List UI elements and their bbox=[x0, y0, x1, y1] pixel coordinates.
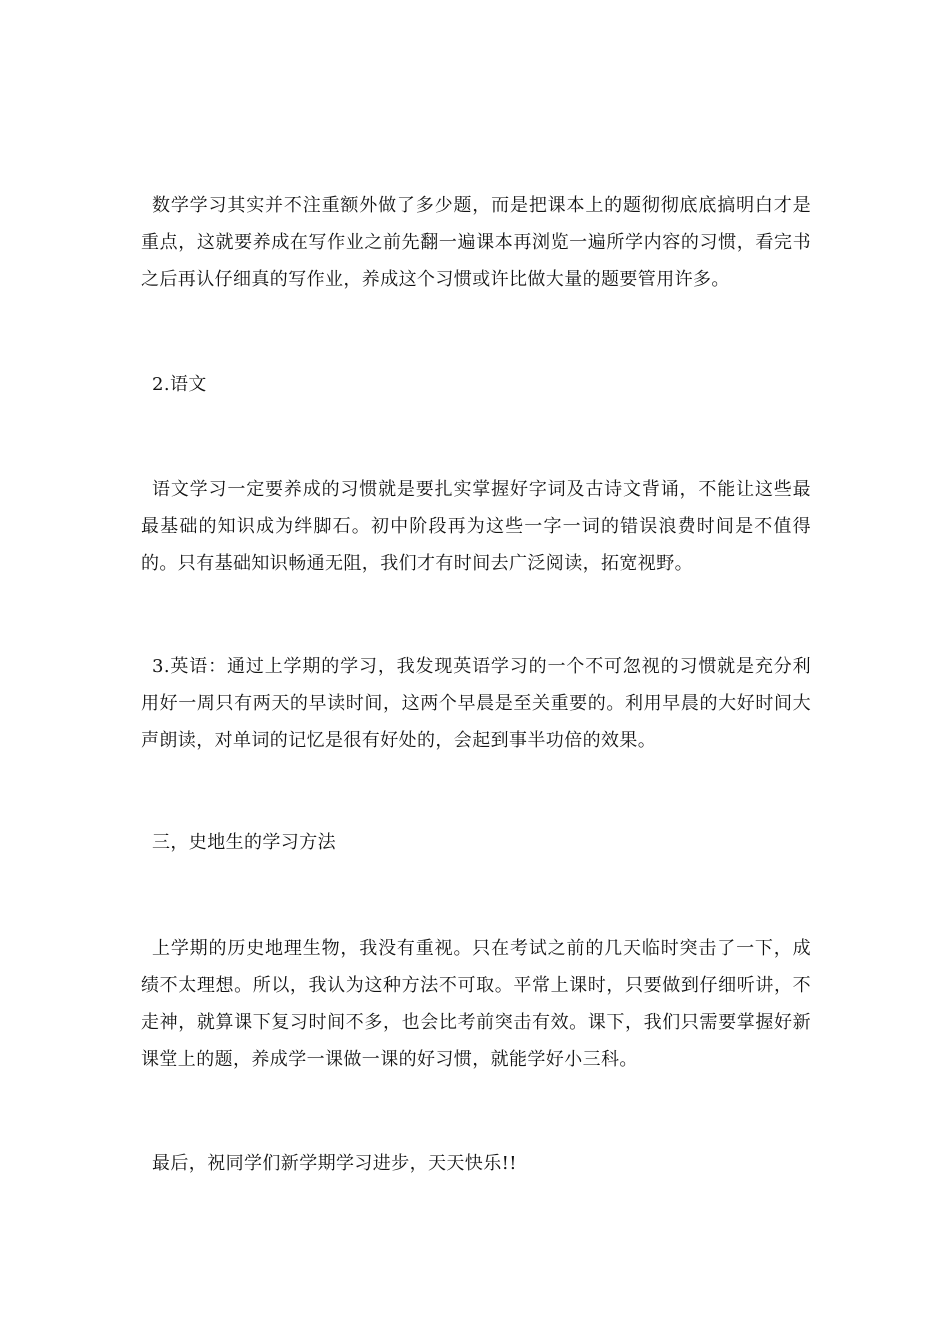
heading-history-geo-bio: 三，史地生的学习方法 bbox=[152, 832, 336, 853]
paragraph-math-study: 数学学习其实并不注重额外做了多少题，而是把课本上的题彻彻底底搞明白才是重点，这就要养成在写作业之前先翻一遍课本再浏览一遍所学内容的习惯，看完书之后再认仔细真的写作业，养成这个习惯或许比做大量的题要管用许多。 bbox=[141, 195, 811, 290]
paragraph-chinese-study: 语文学习一定要养成的习惯就是要扎实掌握好字词及古诗文背诵，不能让这些最最基础的知识成为绊脚石。初中阶段再为这些一字一词的错误浪费时间是不值得的。只有基础知识畅通无阻，我们才有时间去广泛阅读，拓宽视野。 bbox=[141, 479, 811, 574]
paragraph-closing-wishes: 最后，祝同学们新学期学习进步，天天快乐!! bbox=[152, 1153, 517, 1174]
heading-chinese: 2.语文 bbox=[152, 374, 207, 395]
paragraph-history-geo-bio-study: 上学期的历史地理生物，我没有重视。只在考试之前的几天临时突击了一下，成绩不太理想。所以，我认为这种方法不可取。平常上课时，只要做到仔细听讲，不走神，就算课下复习时间不多，也会比考前突击有效。课下，我们只需要掌握好新课堂上的题，养成学一课做一课的好习惯，就能学好小三科。 bbox=[141, 938, 811, 1070]
paragraph-english-study: 3.英语：通过上学期的学习，我发现英语学习的一个不可忽视的习惯就是充分利用好一周只有两天的早读时间，这两个早晨是至关重要的。利用早晨的大好时间大声朗读，对单词的记忆是很有好处的，会起到事半功倍的效果。 bbox=[141, 656, 811, 751]
